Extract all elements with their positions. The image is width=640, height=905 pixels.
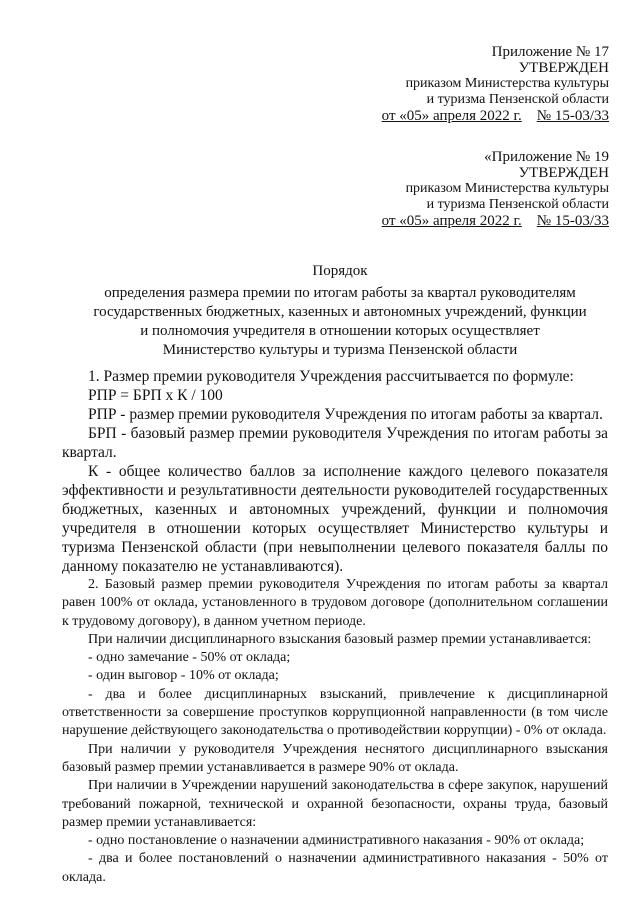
list-item: - два и более постановлений о назначении административного наказания - 50% от оклада.	[62, 851, 608, 885]
order-number: № 15-03/33	[536, 213, 609, 229]
title-line: и полномочия учредителя в отношении которых осуществляет	[140, 323, 540, 339]
order-date: от «05» апреля 2022 г.	[381, 108, 522, 124]
paragraph: При наличии у руководителя Учреждения неснятого дисциплинарного взыскания базовый размер премии устанавливается в размере 90% от оклада.	[62, 741, 608, 775]
order-line: приказом Министерства культуры	[405, 181, 609, 196]
list-item: - два и более дисциплинарных взысканий, привлечение к дисциплинарной ответственности за совершение проступков коррупционной направленности (в том числе нарушение действующего законодательства о противодействии коррупции) - 0% от оклада.	[62, 686, 608, 739]
paragraph: При наличии в Учреждении нарушений законодательства в сфере закупок, нарушений требований пожарной, технической и охранной безопасности, охраны труда, базовый размер премии устанавливается:	[62, 778, 608, 830]
base-premium-section	[62, 576, 608, 887]
appendix-number: Приложение № 17	[491, 44, 609, 60]
list-item: - один выговор - 10% от оклада;	[88, 668, 279, 684]
document-title	[60, 262, 620, 360]
order-line: и туризма Пензенской области	[426, 92, 609, 107]
paragraph: 1. Размер премии руководителя Учреждения рассчитывается по формуле:	[88, 368, 574, 385]
formula-section	[62, 367, 608, 576]
approval-block-appendix-17	[382, 44, 609, 124]
paragraph: К - общее количество баллов за исполнение каждого целевого показателя эффективности и результативности деятельности руководителей государственных бюджетных, казенных и автономных учреждений, функции и полномочия учредителя в отношении которых осуществляет Министерство культуры и туризма Пензенской области (при невыполнении целевого показателя баллы по данному показателю не устанавливаются).	[62, 463, 608, 575]
order-date-line	[382, 108, 609, 124]
list-item: - одно замечание - 50% от оклада;	[88, 650, 291, 666]
paragraph: При наличии дисциплинарного взыскания базовый размер премии устанавливается:	[88, 631, 592, 647]
paragraph: 2. Базовый размер премии руководителя Учреждения по итогам работы за квартал равен 100% от оклада, установленного в трудовом договоре (дополнительном соглашении к трудовому договору), в данном учетном периоде.	[62, 577, 608, 629]
order-number: № 15-03/33	[536, 108, 609, 124]
title-line: определения размера премии по итогам работы за квартал руководителям	[104, 285, 576, 301]
list-item: - одно постановление о назначении административного наказания - 90% от оклада;	[88, 833, 585, 849]
formula: РПР = БРП х К / 100	[88, 387, 223, 404]
title-heading: Порядок	[312, 263, 368, 279]
title-line: Министерство культуры и туризма Пензенской области	[162, 342, 518, 358]
order-line: приказом Министерства культуры	[405, 76, 609, 91]
approved-label: УТВЕРЖДЕН	[518, 165, 609, 181]
appendix-number: «Приложение № 19	[484, 149, 609, 165]
title-line: государственных бюджетных, казенных и автономных учреждений, функции	[93, 304, 587, 320]
order-date: от «05» апреля 2022 г.	[381, 213, 522, 229]
paragraph: БРП - базовый размер премии руководителя Учреждения по итогам работы за квартал.	[62, 425, 608, 461]
approval-block-appendix-19	[382, 149, 609, 229]
order-line: и туризма Пензенской области	[426, 197, 609, 212]
paragraph: РПР - размер премии руководителя Учреждения по итогам работы за квартал.	[88, 406, 603, 423]
order-date-line	[382, 213, 609, 229]
document-body	[62, 367, 608, 887]
approved-label: УТВЕРЖДЕН	[518, 60, 609, 76]
